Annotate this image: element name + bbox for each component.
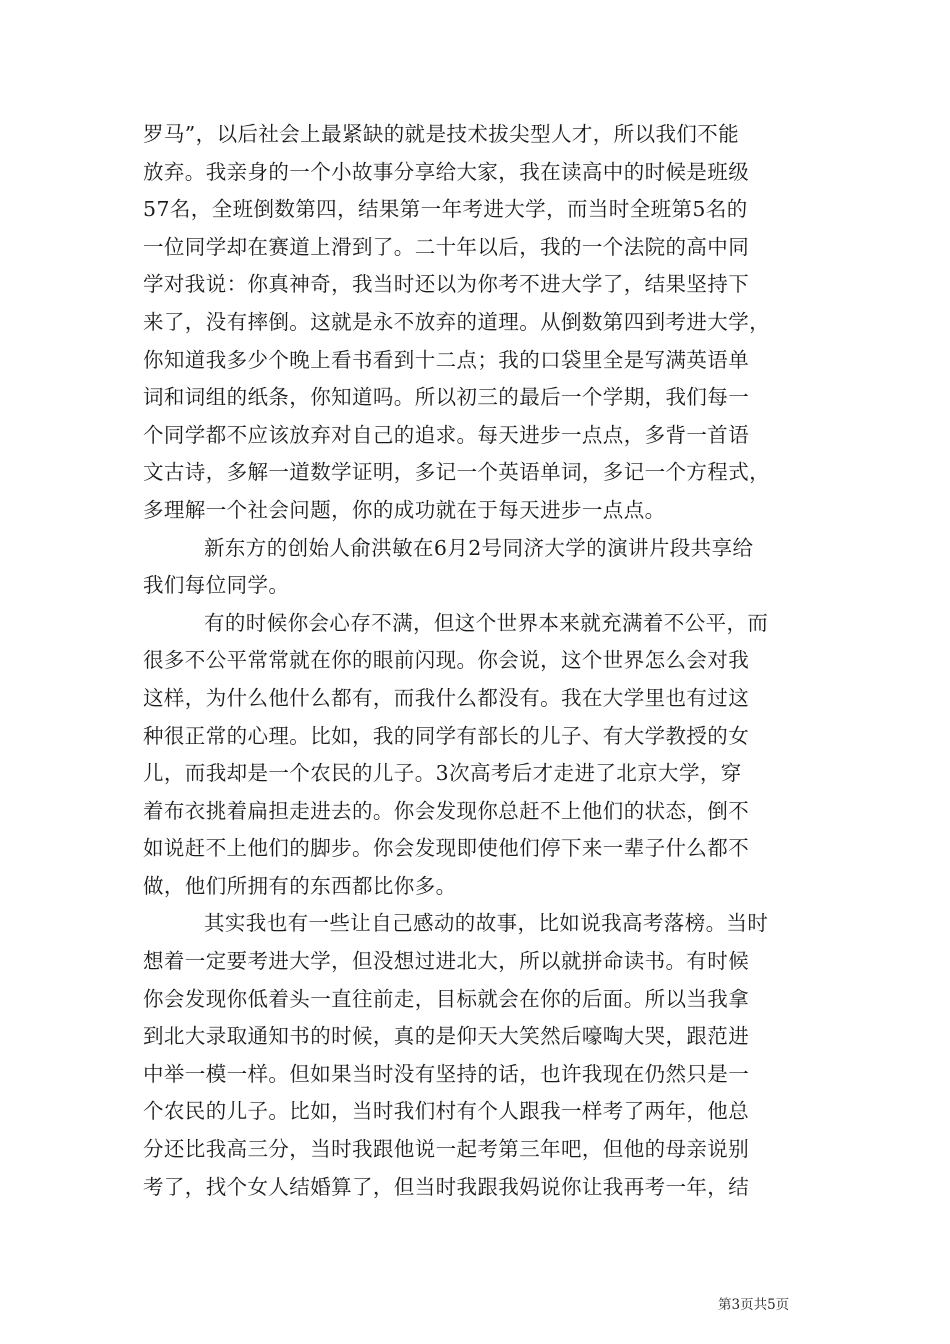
text-line: 文古诗，多解一道数学证明，多记一个英语单词，多记一个方程式， (143, 460, 770, 485)
text-line: 新东方的创始人俞洪敏在6月2号同济大学的演讲片段共享给 (204, 535, 754, 560)
text-line: 你知道我多少个晚上看书看到十二点；我的口袋里全是写满英语单 (143, 347, 750, 372)
text-line: 如说赶不上他们的脚步。你会发现即使他们停下来一辈子什么都不 (143, 836, 750, 861)
text-line: 57名，全班倒数第四，结果第一年考进大学，而当时全班第5名的 (143, 197, 748, 222)
text-line: 词和词组的纸条，你知道吗。所以初三的最后一个学期，我们每一 (143, 385, 750, 410)
text-line: 其实我也有一些让自己感动的故事，比如说我高考落榜。当时 (204, 911, 769, 936)
text-line: 一位同学却在赛道上滑到了。二十年以后，我的一个法院的高中同 (143, 234, 750, 259)
text-line: 想着一定要考进大学，但没想过进北大，所以就拼命读书。有时候 (143, 949, 750, 974)
text-line: 做，他们所拥有的东西都比你多。 (143, 873, 457, 898)
text-line: 有的时候你会心存不满，但这个世界本来就充满着不公平，而 (204, 610, 769, 635)
text-line: 着布衣挑着扁担走进去的。你会发现你总赶不上他们的状态，倒不 (143, 798, 750, 823)
text-line: 个农民的儿子。比如，当时我们村有个人跟我一样考了两年，他总 (143, 1099, 750, 1124)
text-line: 中举一模一样。但如果当时没有坚持的话，也许我现在仍然只是一 (143, 1061, 750, 1086)
text-line: 罗马”，以后社会上最紧缺的就是技术拔尖型人才，所以我们不能 (143, 122, 740, 146)
text-line: 来了，没有摔倒。这就是永不放弃的道理。从倒数第四到考进大学， (143, 309, 770, 334)
text-line: 分还比我高三分，当时我跟他说一起考第三年吧，但他的母亲说别 (143, 1137, 750, 1162)
page-number: 第3页共5页 (718, 1297, 790, 1313)
text-line: 多理解一个社会问题，你的成功就在于每天进步一点点。 (143, 497, 666, 522)
body-text (143, 116, 823, 1206)
text-line: 你会发现你低着头一直往前走，目标就会在你的后面。所以当我拿 (143, 986, 750, 1011)
text-line: 学对我说：你真神奇，我当时还以为你考不进大学了，结果坚持下 (143, 272, 750, 297)
text-line: 我们每位同学。 (143, 573, 290, 598)
text-line: 儿，而我却是一个农民的儿子。3次高考后才走进了北京大学，穿 (143, 761, 742, 786)
text-line: 种很正常的心理。比如，我的同学有部长的儿子、有大学教授的女 (143, 723, 750, 748)
text-line: 这样，为什么他什么都有，而我什么都没有。我在大学里也有过这 (143, 685, 750, 710)
text-line: 个同学都不应该放弃对自己的追求。每天进步一点点，多背一首语 (143, 422, 750, 447)
text-line: 考了，找个女人结婚算了，但当时我跟我妈说你让我再考一年，结 (143, 1174, 750, 1199)
text-line: 很多不公平常常就在你的眼前闪现。你会说，这个世界怎么会对我 (143, 648, 750, 673)
text-line: 到北大录取通知书的时候，真的是仰天大笑然后嚎啕大哭，跟范进 (143, 1024, 750, 1049)
text-line: 放弃。我亲身的一个小故事分享给大家，我在读高中的时候是班级 (143, 159, 750, 184)
